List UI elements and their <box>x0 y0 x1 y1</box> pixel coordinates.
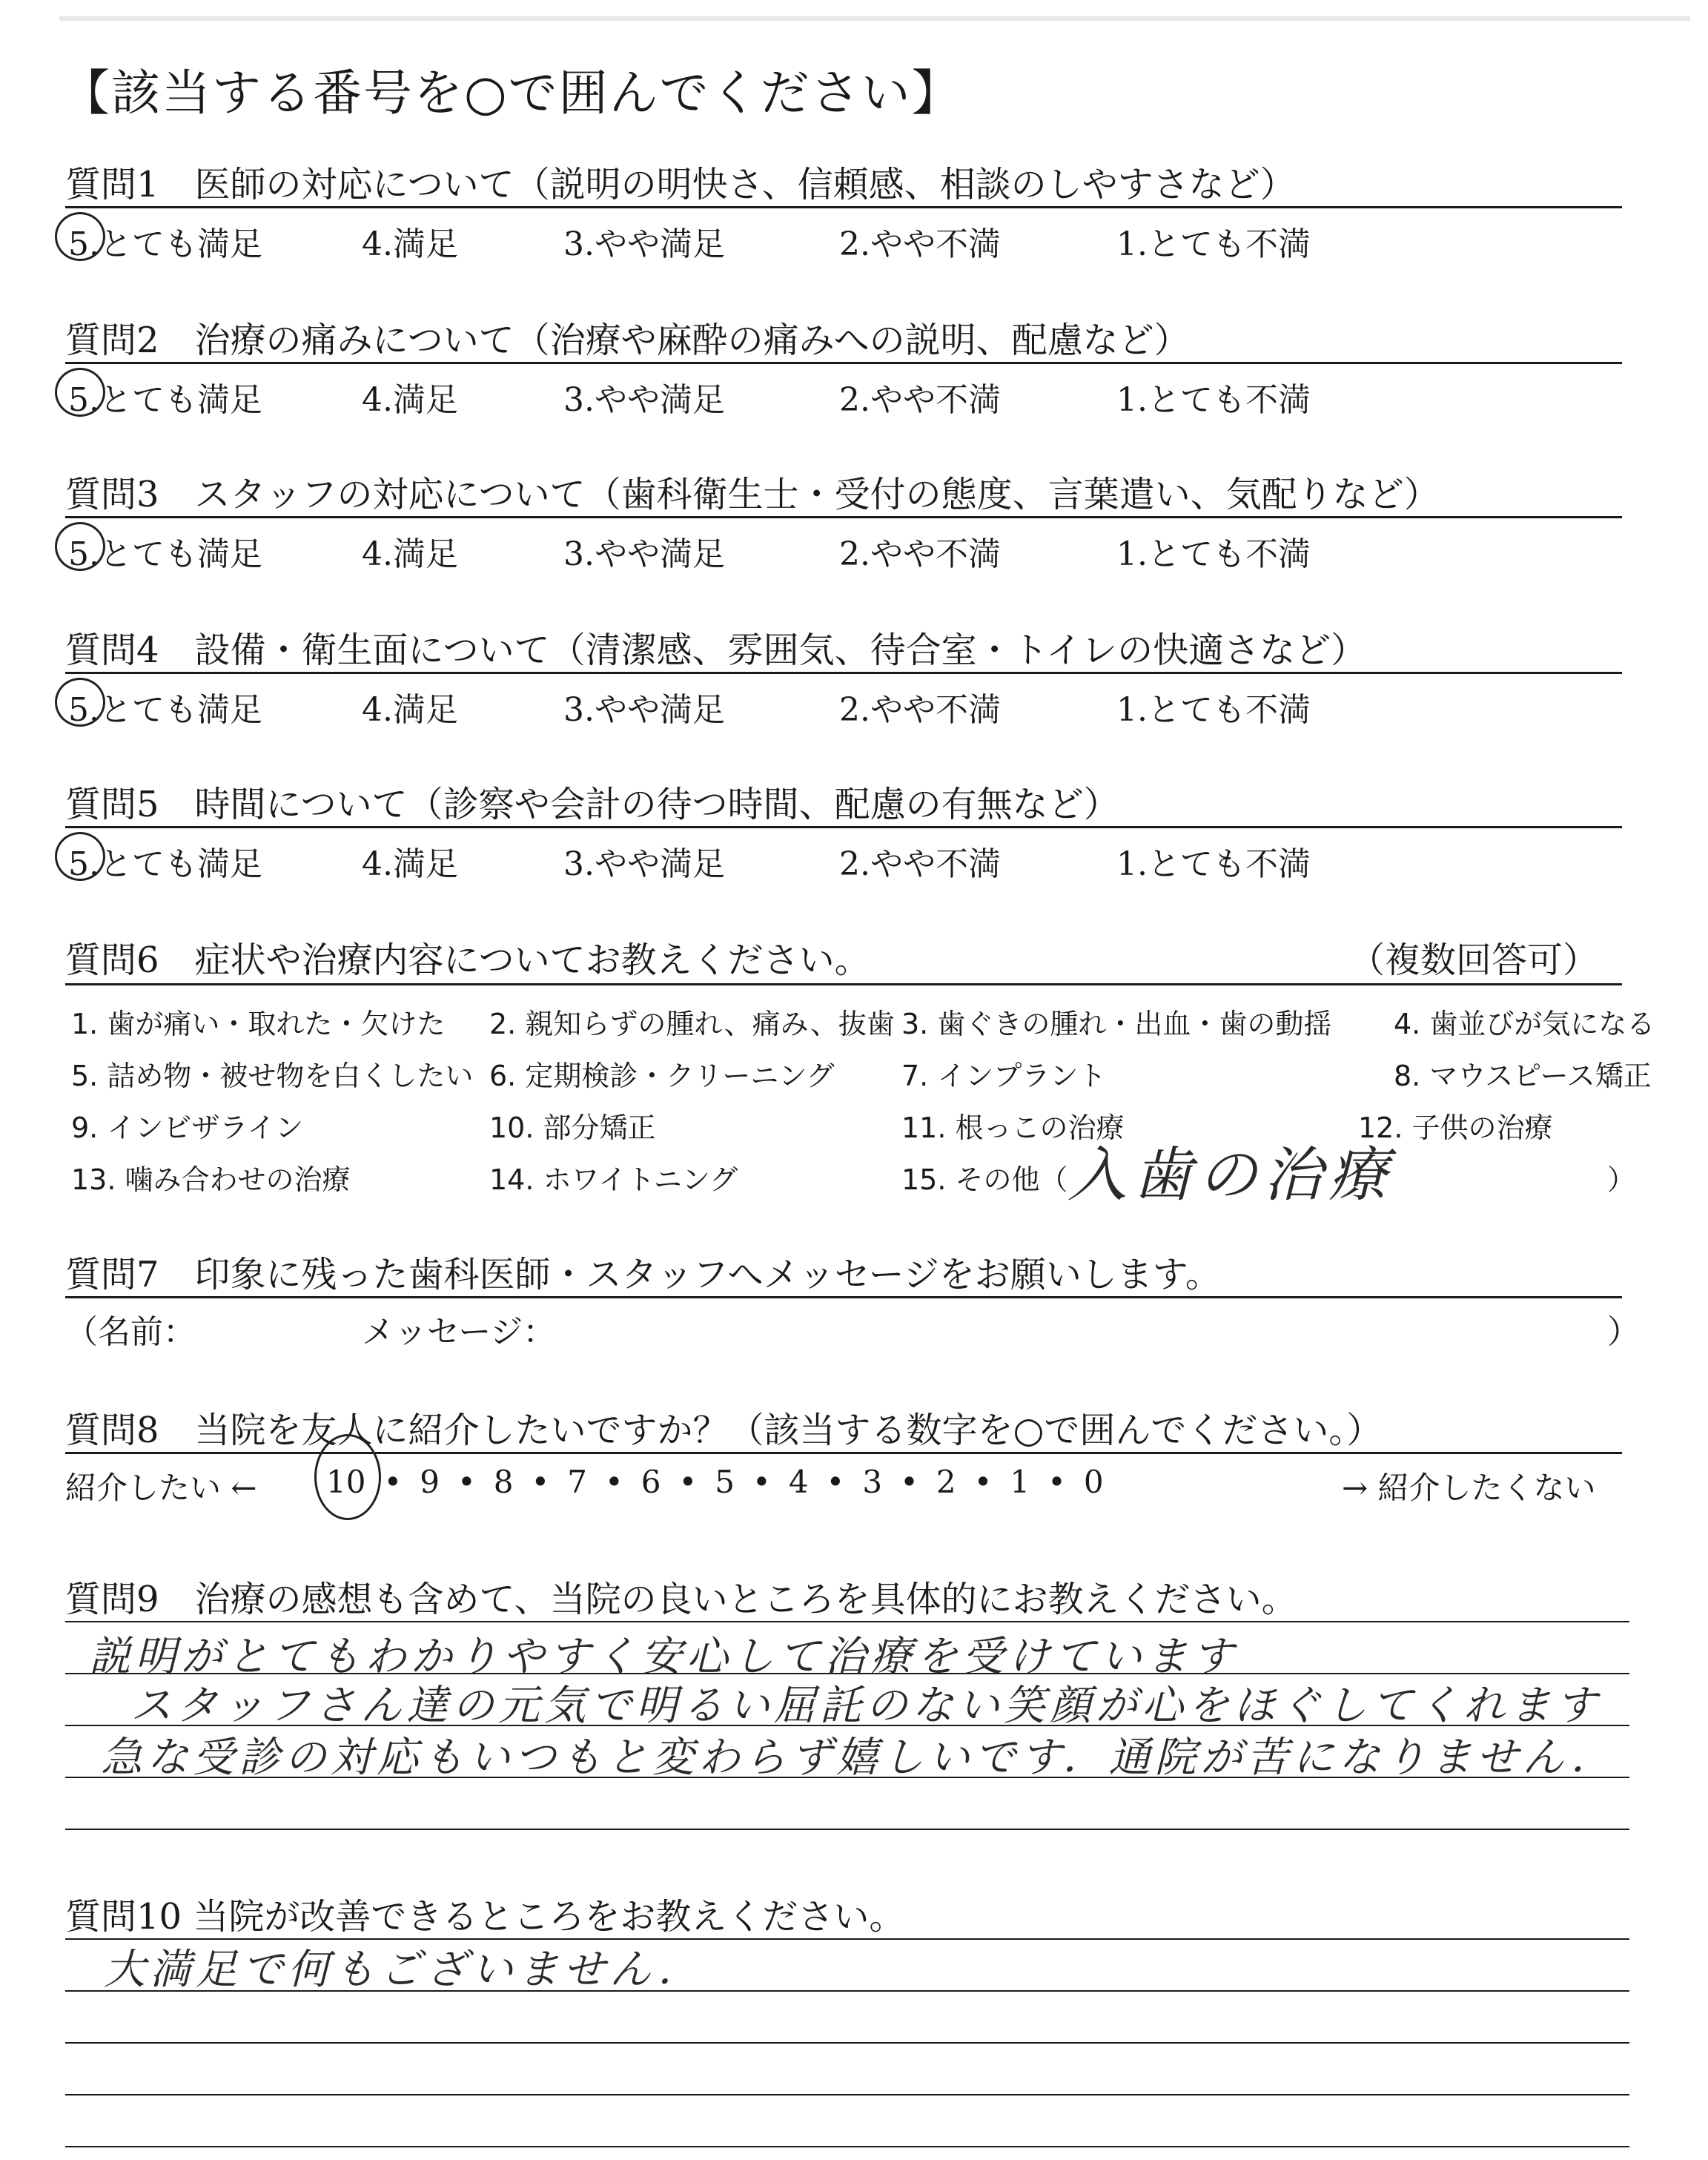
q5-option-2[interactable]: 2.やや不満 <box>839 845 1001 883</box>
q8-scale-5[interactable]: 5 <box>715 1464 735 1500</box>
q1-option-1[interactable]: 1.とても不満 <box>1116 225 1311 263</box>
q6-note: （複数回答可） <box>1349 939 1599 981</box>
q8-separator: • <box>752 1464 771 1500</box>
q8-scale-6[interactable]: 6 <box>640 1464 661 1500</box>
q9-title: 質問9 治療の感想も含めて、当院の良いところを具体的にお教えください。 <box>65 1579 1297 1620</box>
q6-item-14[interactable]: 14. ホワイトニング <box>489 1163 738 1196</box>
q5-option-5[interactable]: 5.とても満足 <box>68 845 262 883</box>
q4-title: 質問4 設備・衛生面について（清潔感、雰囲気、待合室・トイレの快適さなど） <box>65 630 1367 671</box>
q8-left-label: 紹介したい ← <box>65 1470 257 1506</box>
q6-item-2[interactable]: 2. 親知らずの腫れ、痛み、抜歯 <box>489 1008 895 1040</box>
q3-selection-circle <box>55 522 105 571</box>
q6-item-10[interactable]: 10. 部分矯正 <box>489 1112 656 1144</box>
q8-scale-4[interactable]: 4 <box>788 1464 809 1500</box>
q8-separator: • <box>605 1464 623 1500</box>
form-header: 【該当する番号を○で囲んでください】 <box>61 65 962 122</box>
q5-option-4[interactable]: 4.満足 <box>362 845 458 883</box>
q9-answer-3[interactable]: 急な受診の対応もいつもと変わらず嬉しいです．通院が苦になりません． <box>101 1734 1617 1782</box>
q9-answer-2[interactable]: スタッフさん達の元気で明るい屈託のない笑顔が心をほぐしてくれます <box>130 1682 1601 1730</box>
q6-item-6[interactable]: 6. 定期検診・クリーニング <box>489 1060 835 1092</box>
q10-line-3 <box>65 2042 1629 2044</box>
q8-separator: • <box>457 1464 476 1500</box>
q5-option-1[interactable]: 1.とても不満 <box>1116 845 1311 883</box>
q5-option-3[interactable]: 3.やや満足 <box>563 845 725 883</box>
q6-item-3[interactable]: 3. 歯ぐきの腫れ・出血・歯の動揺 <box>901 1008 1332 1040</box>
q8-separator: • <box>383 1464 403 1500</box>
q8-separator: • <box>826 1464 845 1500</box>
top-border <box>59 16 1690 21</box>
q7-rule <box>65 1296 1622 1298</box>
q3-rule <box>65 516 1622 518</box>
q2-rule <box>65 362 1622 364</box>
q5-rule <box>65 826 1622 828</box>
q6-rule <box>65 983 1622 985</box>
q8-scale-8[interactable]: 8 <box>493 1464 514 1500</box>
q8-separator: • <box>531 1464 550 1500</box>
q9-line-5 <box>65 1829 1629 1830</box>
q3-option-5[interactable]: 5.とても満足 <box>68 535 262 573</box>
q3-option-4[interactable]: 4.満足 <box>362 535 458 573</box>
q8-scale-7[interactable]: 7 <box>567 1464 587 1500</box>
q6-item-4[interactable]: 4. 歯並びが気になる <box>1394 1008 1655 1040</box>
q6-item-13[interactable]: 13. 噛み合わせの治療 <box>71 1163 351 1196</box>
q1-option-4[interactable]: 4.満足 <box>362 225 458 263</box>
q6-other-close: ） <box>1607 1163 1636 1196</box>
q8-selection-circle <box>314 1434 381 1520</box>
q8-scale-2[interactable]: 2 <box>936 1464 956 1500</box>
q1-selection-circle <box>55 212 105 261</box>
q4-option-2[interactable]: 2.やや不満 <box>839 691 1001 729</box>
q5-title: 質問5 時間について（診察や会計の待つ時間、配慮の有無など） <box>65 784 1119 825</box>
q5-selection-circle <box>55 832 105 881</box>
q7-message-label: メッセージ： <box>362 1313 556 1351</box>
q8-separator: • <box>973 1464 993 1500</box>
q4-rule <box>65 672 1622 674</box>
q7-name-label: （名前： <box>65 1313 196 1351</box>
q9-answer-1[interactable]: 説明がとてもわかりやすく安心して治療を受けています <box>89 1633 1238 1681</box>
q8-right-label: → 紹介したくない <box>1342 1470 1596 1506</box>
q8-separator: • <box>1047 1464 1066 1500</box>
q2-option-4[interactable]: 4.満足 <box>362 381 458 419</box>
q8-scale-10[interactable]: 10 <box>326 1464 366 1500</box>
q3-title: 質問3 スタッフの対応について（歯科衛生士・受付の態度、言葉遣い、気配りなど） <box>65 474 1440 515</box>
q4-option-4[interactable]: 4.満足 <box>362 691 458 729</box>
q8-scale-3[interactable]: 3 <box>862 1464 883 1500</box>
q6-item-12[interactable]: 12. 子供の治療 <box>1358 1112 1553 1144</box>
q2-option-5[interactable]: 5.とても満足 <box>68 381 262 419</box>
q1-title: 質問1 医師の対応について（説明の明快さ、信頼感、相談のしやすさなど） <box>65 164 1296 205</box>
q8-separator: • <box>900 1464 918 1500</box>
q6-title: 質問6 症状や治療内容についてお教えください。 <box>65 939 870 981</box>
q8-scale-1[interactable]: 1 <box>1010 1464 1030 1500</box>
q6-item-1[interactable]: 1. 歯が痛い・取れた・欠けた <box>71 1008 446 1040</box>
q8-separator: • <box>678 1464 698 1500</box>
q1-option-5[interactable]: 5.とても満足 <box>68 225 262 263</box>
q2-selection-circle <box>55 368 105 417</box>
q2-option-2[interactable]: 2.やや不満 <box>839 381 1001 419</box>
q4-selection-circle <box>55 678 105 727</box>
q8-title: 質問8 当院を友人に紹介したいですか？（該当する数字を○で囲んでください。） <box>65 1410 1383 1451</box>
q6-item-5[interactable]: 5. 詰め物・被せ物を白くしたい <box>71 1060 474 1092</box>
q7-title: 質問7 印象に残った歯科医師・スタッフへメッセージをお願いします。 <box>65 1254 1221 1295</box>
q2-option-3[interactable]: 3.やや満足 <box>563 381 725 419</box>
q10-line-4 <box>65 2094 1629 2095</box>
q3-option-2[interactable]: 2.やや不満 <box>839 535 1001 573</box>
q6-other-answer[interactable]: 入歯の治療 <box>1068 1140 1394 1209</box>
q2-title: 質問2 治療の痛みについて（治療や麻酔の痛みへの説明、配慮など） <box>65 320 1190 361</box>
q1-option-3[interactable]: 3.やや満足 <box>563 225 725 263</box>
q6-item-11[interactable]: 11. 根っこの治療 <box>901 1112 1125 1144</box>
q3-option-1[interactable]: 1.とても不満 <box>1116 535 1311 573</box>
q10-title: 質問10 当院が改善できるところをお教えください。 <box>65 1896 905 1938</box>
q9-line-1 <box>65 1621 1629 1622</box>
q8-rule <box>65 1452 1622 1454</box>
q1-rule <box>65 206 1622 208</box>
q4-option-5[interactable]: 5.とても満足 <box>68 691 262 729</box>
q8-scale <box>326 1464 1104 1500</box>
q8-scale-9[interactable]: 9 <box>420 1464 440 1500</box>
q6-item-8[interactable]: 8. マウスピース矯正 <box>1394 1060 1652 1092</box>
q10-answer-1[interactable]: 大満足で何もございません． <box>104 1946 704 1994</box>
q7-close: ） <box>1607 1313 1640 1351</box>
q6-item-15[interactable]: 15. その他（ <box>901 1163 1068 1196</box>
q4-option-1[interactable]: 1.とても不満 <box>1116 691 1311 729</box>
q6-item-7[interactable]: 7. インプラント <box>901 1060 1107 1092</box>
q10-line-5 <box>65 2146 1629 2147</box>
q4-option-3[interactable]: 3.やや満足 <box>563 691 725 729</box>
q6-item-9[interactable]: 9. インビザライン <box>71 1112 304 1144</box>
q8-scale-0[interactable]: 0 <box>1083 1464 1104 1500</box>
q3-option-3[interactable]: 3.やや満足 <box>563 535 725 573</box>
q1-option-2[interactable]: 2.やや不満 <box>839 225 1001 263</box>
q2-option-1[interactable]: 1.とても不満 <box>1116 381 1311 419</box>
